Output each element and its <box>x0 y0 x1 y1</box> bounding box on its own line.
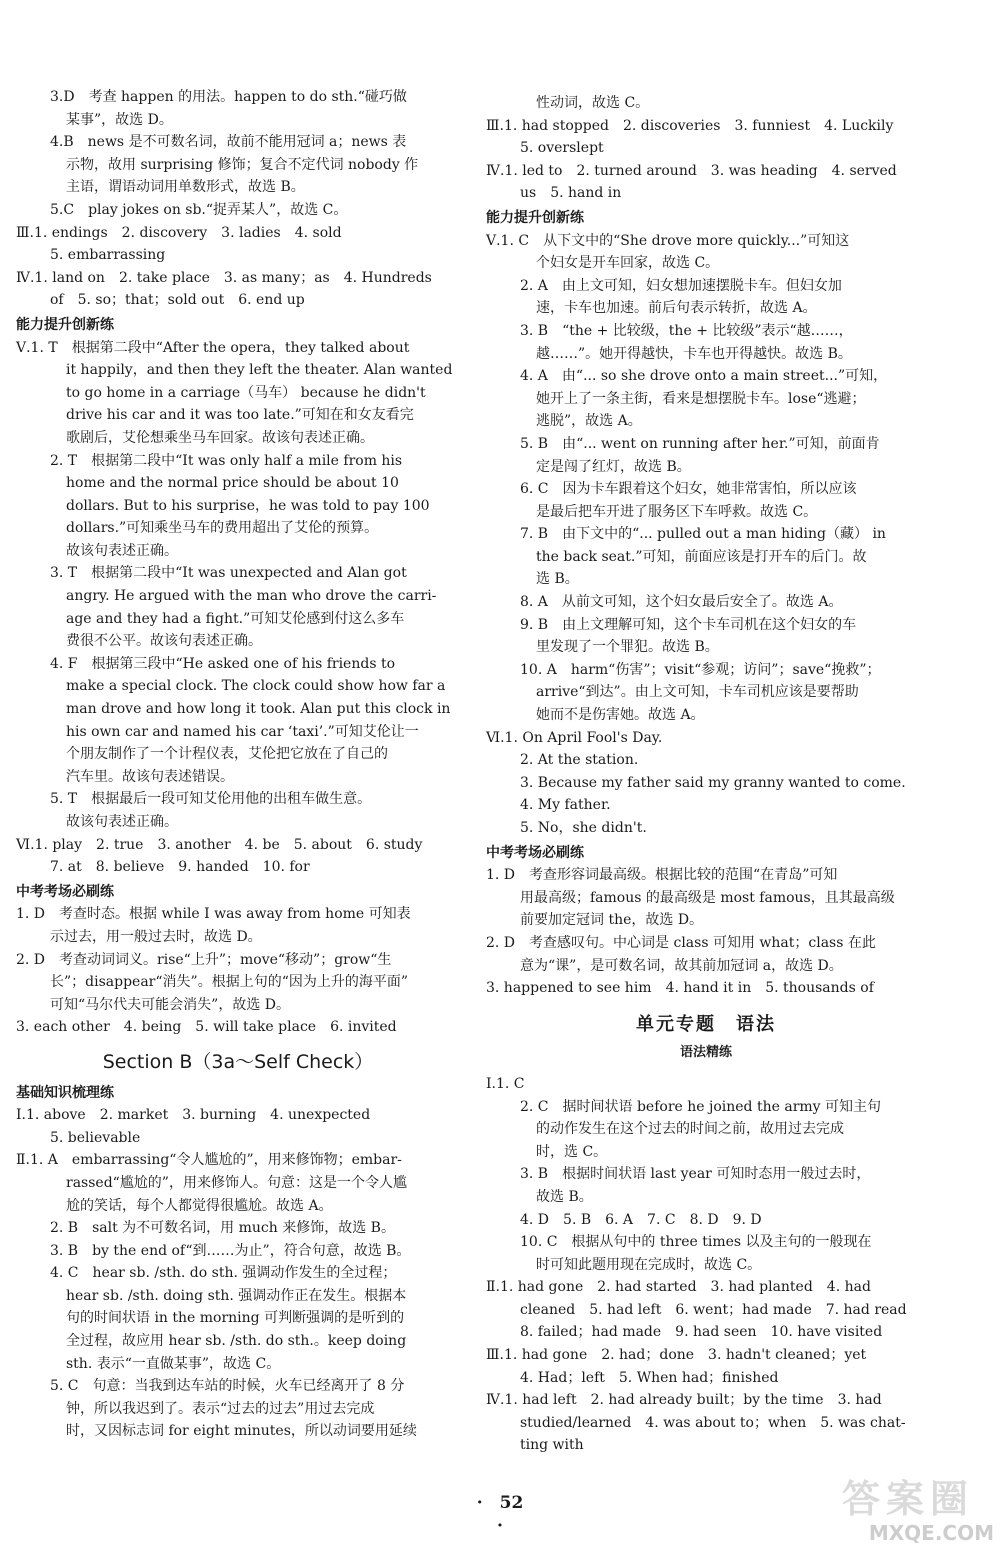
answer-line: ting with <box>520 1437 584 1454</box>
answer-line: Ⅵ.1. play 2. true 3. another 4. be 5. about 6. study <box>16 836 423 853</box>
section-heading: 基础知识梳理练 <box>16 1084 114 1101</box>
answer-line: 2. A 由上文可知，妇女想加速摆脱卡车。但妇女加 <box>520 277 842 294</box>
answer-line: arrive“到达”。由上文可知，卡车司机应该是要帮助 <box>536 684 859 701</box>
answer-line: 示过去，用一般过去时，故选 D。 <box>50 928 262 945</box>
answer-line: 2. B salt 为不可数名词，用 much 来修饰，故选 B。 <box>50 1220 395 1237</box>
answer-line: 逃脱”，故选 A。 <box>536 413 642 430</box>
answer-line: Ⅳ.1. land on 2. take place 3. as many；as 4. Hundreds <box>16 269 432 286</box>
answer-line: 时可知此题用现在完成时，故选 C。 <box>536 1256 762 1273</box>
section-heading: 中考考场必刷练 <box>486 844 584 861</box>
answer-line: 示物，故用 surprising 修饰；复合不定代词 nobody 作 <box>66 156 419 173</box>
answer-line: 越……”。她开得越快，卡车也开得越快。故选 B。 <box>536 345 852 362</box>
answer-line: 主语，谓语动词用单数形式，故选 B。 <box>66 179 305 196</box>
answer-line: Ⅱ.1. had gone 2. had started 3. had planted 4. had <box>486 1279 871 1296</box>
answer-line: 歌剧后，艾伦想乘坐马车回家。故该句表述正确。 <box>66 429 374 446</box>
answer-line: 5. No，she didn't. <box>520 820 647 836</box>
answer-line: 的动作发生在这个过去的时间之前，故用过去完成 <box>536 1121 844 1138</box>
right-column <box>486 92 926 1457</box>
answer-line: studied/learned 4. was about to；when 5. was chat- <box>520 1414 906 1431</box>
page-number: · 52 · <box>476 1493 541 1536</box>
watermark-top-text: 答案圈 <box>841 1477 974 1521</box>
answer-line: 4. F 根据第三段中“He asked one of his friends to <box>50 655 396 672</box>
answer-line: 个朋友制作了一个计程仪表，艾伦把它放在了自己的 <box>66 746 388 763</box>
answer-line: 2. T 根据第二段中“It was only half a mile from his <box>50 452 403 469</box>
answer-line: 钟，所以我迟到了。表示“过去的过去”用过去完成 <box>66 1400 375 1417</box>
answer-line: his own car and named his car ‘taxi’.”可知艾伦让一 <box>66 723 419 740</box>
answer-line: 速，卡车也加速。前后句表示转折，故选 A。 <box>536 300 817 317</box>
section-heading: 中考考场必刷练 <box>16 883 114 900</box>
answer-line: 故选 B。 <box>536 1188 593 1205</box>
answer-line: 5.C play jokes on sb.“捉弄某人”，故选 C。 <box>50 201 348 218</box>
section-title: Section B（3a～Self Check） <box>102 1050 374 1073</box>
answer-line: dollars.”可知乘坐马车的费用超出了艾伦的预算。 <box>66 520 379 537</box>
answer-line: 4.B news 是不可数名词，故前不能用冠词 a；news 表 <box>50 134 407 151</box>
answer-line: 5. embarrassing <box>50 247 166 264</box>
answer-line: 1. D 考查形容词最高级。根据比较的范围“在青岛”可知 <box>486 867 838 884</box>
answer-line: 她开上了一条主街，看来是想摆脱卡车。lose“逃避； <box>536 390 866 407</box>
answer-line: 选 B。 <box>536 571 579 588</box>
answer-line: 10. C 根据从句中的 three times 以及主句的一般现在 <box>520 1234 872 1251</box>
answer-line: 6. C 因为卡车跟着这个妇女，她非常害怕，所以应该 <box>520 481 857 498</box>
section-heading: 能力提升创新练 <box>16 316 114 333</box>
watermark-url: MXQE.COM <box>868 1521 994 1545</box>
unit-title: 单元专题 语法 <box>636 1013 776 1035</box>
answer-line: 4. A 由“... so she drove onto a main street...”可知， <box>520 368 888 385</box>
answer-line: hear sb. /sth. doing sth. 强调动作正在发生。根据本 <box>66 1287 407 1304</box>
answer-line: it happily，and then they left the theater. Alan wanted <box>66 362 453 379</box>
answer-line: Ⅰ.1. C <box>486 1075 525 1092</box>
answer-line: 用最高级；famous 的最高级是 most famous，且其最高级 <box>520 889 895 906</box>
answer-line: 里发现了一个罪犯。故选 B。 <box>536 639 719 656</box>
answer-line: cleaned 5. had left 6. went；had made 7. had read <box>520 1301 907 1318</box>
answer-line: 2. C 据时间状语 before he joined the army 可知主句 <box>520 1098 882 1115</box>
answer-line: 3. each other 4. being 5. will take place 6. invited <box>16 1019 397 1036</box>
answer-line: 某事”，故选 D。 <box>66 111 173 128</box>
answer-line: Ⅳ.1. led to 2. turned around 3. was heading 4. served <box>486 162 897 179</box>
answer-line: to go home in a carriage（马车） because he didn't <box>66 384 426 401</box>
answer-line: 3. B 根据时间状语 last year 可知时态用一般过去时， <box>520 1166 871 1183</box>
answer-line: 句的时间状语 in the morning 可判断强调的是听到的 <box>66 1310 405 1327</box>
answer-line: home and the normal price should be about 10 <box>66 475 399 492</box>
answer-line: 5. C 句意：当我到达车站的时候，火车已经离开了 8 分 <box>50 1378 405 1395</box>
answer-line: 3.D 考查 happen 的用法。happen to do sth.“碰巧做 <box>50 89 407 105</box>
answer-line: 5. B 由“... went on running after her.”可知，前面肯 <box>520 435 880 452</box>
answer-line: 8. A 从前文可知，这个妇女最后安全了。故选 A。 <box>520 594 843 611</box>
answer-line: 3. B “the + 比较级，the + 比较级”表示“越……， <box>520 322 853 339</box>
answer-line: 故该句表述正确。 <box>66 814 178 830</box>
answer-line: 全过程，故应用 hear sb. /sth. do sth.。keep doing <box>66 1333 407 1350</box>
answer-line: 她而不是伤害她。故选 A。 <box>536 707 705 724</box>
answer-line: 4. D 5. B 6. A 7. C 8. D 9. D <box>520 1211 762 1228</box>
answer-line: 1. D 考查时态。根据 while I was away from home 可知表 <box>16 906 411 923</box>
answer-line: 3. Because my father said my granny wanted to come. <box>520 774 906 791</box>
answer-line: Ⅴ.1. C 从下文中的“She drove more quickly...”可知这 <box>486 232 850 249</box>
answer-line: dollars. But to his surprise，he was told to pay 100 <box>66 497 430 514</box>
answer-line: 5. believable <box>50 1129 141 1146</box>
answer-line: Ⅰ.1. above 2. market 3. burning 4. unexpected <box>16 1107 371 1124</box>
answer-line: 长”；disappear“消失”。根据上句的“因为上升的海平面” <box>50 974 409 991</box>
answer-line: drive his car and it was too late.”可知在和女友看完 <box>66 407 414 424</box>
left-column <box>16 86 460 1443</box>
answer-line: rassed“尴尬的”，用来修饰人。句意：这是一个令人尴 <box>66 1174 407 1191</box>
answer-line: 4. My father. <box>520 797 611 814</box>
answer-line: Ⅱ.1. A embarrassing“令人尴尬的”，用来修饰物；embar- <box>16 1152 402 1169</box>
answer-line: 意为“课”，是可数名词，故其前加冠词 a，故选 D。 <box>520 957 843 974</box>
answer-line: 2. At the station. <box>520 752 639 769</box>
answer-line: 性动词，故选 C。 <box>536 95 650 111</box>
answer-line: 8. failed；had made 9. had seen 10. have visited <box>520 1324 883 1341</box>
answer-line: 时，选 C。 <box>536 1143 608 1160</box>
answer-line: 可知“马尔代夫可能会消失”，故选 D。 <box>50 996 290 1013</box>
answer-line: of 5. so；that；sold out 6. end up <box>50 292 305 309</box>
answer-line: 尬的笑话，每个人都觉得很尴尬。故选 A。 <box>66 1197 333 1214</box>
answer-line: sth. 表示“一直做某事”，故选 C。 <box>66 1355 281 1372</box>
answer-line: the back seat.”可知，前面应该是打开车的后门。故 <box>536 548 867 565</box>
watermark-logo <box>764 1476 994 1546</box>
answer-line: 3. happened to see him 4. hand it in 5. thousands of <box>486 980 874 997</box>
answer-line: 7. at 8. believe 9. handed 10. for <box>50 859 310 876</box>
answer-line: us 5. hand in <box>520 185 622 202</box>
answer-line: 5. overslept <box>520 140 604 157</box>
answer-line: 2. D 考查感叹句。中心词是 class 可知用 what；class 在此 <box>486 934 876 951</box>
answer-line: 个妇女是开车回家，故选 C。 <box>536 255 720 272</box>
answer-line: Ⅵ.1. On April Fool's Day. <box>486 729 663 746</box>
answer-line: 4. Had；left 5. When had；finished <box>520 1369 779 1386</box>
answer-line: 4. C hear sb. /sth. do sth. 强调动作发生的全过程； <box>50 1265 397 1282</box>
answer-line: age and they had a fight.”可知艾伦感到付这么多车 <box>66 610 405 627</box>
answer-line: 故该句表述正确。 <box>66 542 178 559</box>
answer-line: 5. T 根据最后一段可知艾伦用他的出租车做生意。 <box>50 791 372 808</box>
answer-line: make a special clock. The clock could show how far a <box>66 678 446 695</box>
answer-line: 2. D 考查动词词义。rise“上升”；move“移动”；grow“生 <box>16 951 392 968</box>
answer-line: 3. B by the end of“到……为止”，符合句意，故选 B。 <box>50 1242 411 1259</box>
answer-line: Ⅲ.1. had gone 2. had；done 3. hadn't cleaned；yet <box>486 1347 867 1364</box>
answer-line: Ⅲ.1. had stopped 2. discoveries 3. funniest 4. Luckily <box>486 117 894 134</box>
answer-line: 时，又因标志词 for eight minutes，所以动词要用延续 <box>66 1423 417 1440</box>
answer-line: 3. T 根据第二段中“It was unexpected and Alan got <box>50 565 407 582</box>
answer-line: Ⅳ.1. had left 2. had already built；by the time 3. had <box>486 1392 882 1409</box>
answer-line: Ⅴ.1. T 根据第二段中“After the opera，they talked about <box>16 339 410 356</box>
answer-line: 是最后把车开进了服务区下车呼救。故选 C。 <box>536 503 818 520</box>
answer-line: 费很不公平。故该句表述正确。 <box>66 633 262 650</box>
answer-line: 9. B 由上文理解可知，这个卡车司机在这个妇女的车 <box>520 616 857 633</box>
answer-line: 7. B 由下文中的“... pulled out a man hiding（藏） in <box>520 526 886 543</box>
answer-line: 汽车里。故该句表述错误。 <box>66 768 234 785</box>
answer-line: 定是闯了红灯，故选 B。 <box>536 458 691 475</box>
answer-line: 前要加定冠词 the，故选 D。 <box>520 912 704 929</box>
section-heading: 能力提升创新练 <box>486 209 584 226</box>
answer-line: 10. A harm“伤害”；visit“参观；访问”；save“挽救”； <box>520 661 881 678</box>
answer-line: man drove and how long it took. Alan put this clock in <box>66 701 451 718</box>
sub-heading: 语法精练 <box>679 1045 732 1061</box>
answer-line: Ⅲ.1. endings 2. discovery 3. ladies 4. sold <box>16 224 342 241</box>
answer-line: angry. He argued with the man who drove the carri- <box>66 588 437 605</box>
